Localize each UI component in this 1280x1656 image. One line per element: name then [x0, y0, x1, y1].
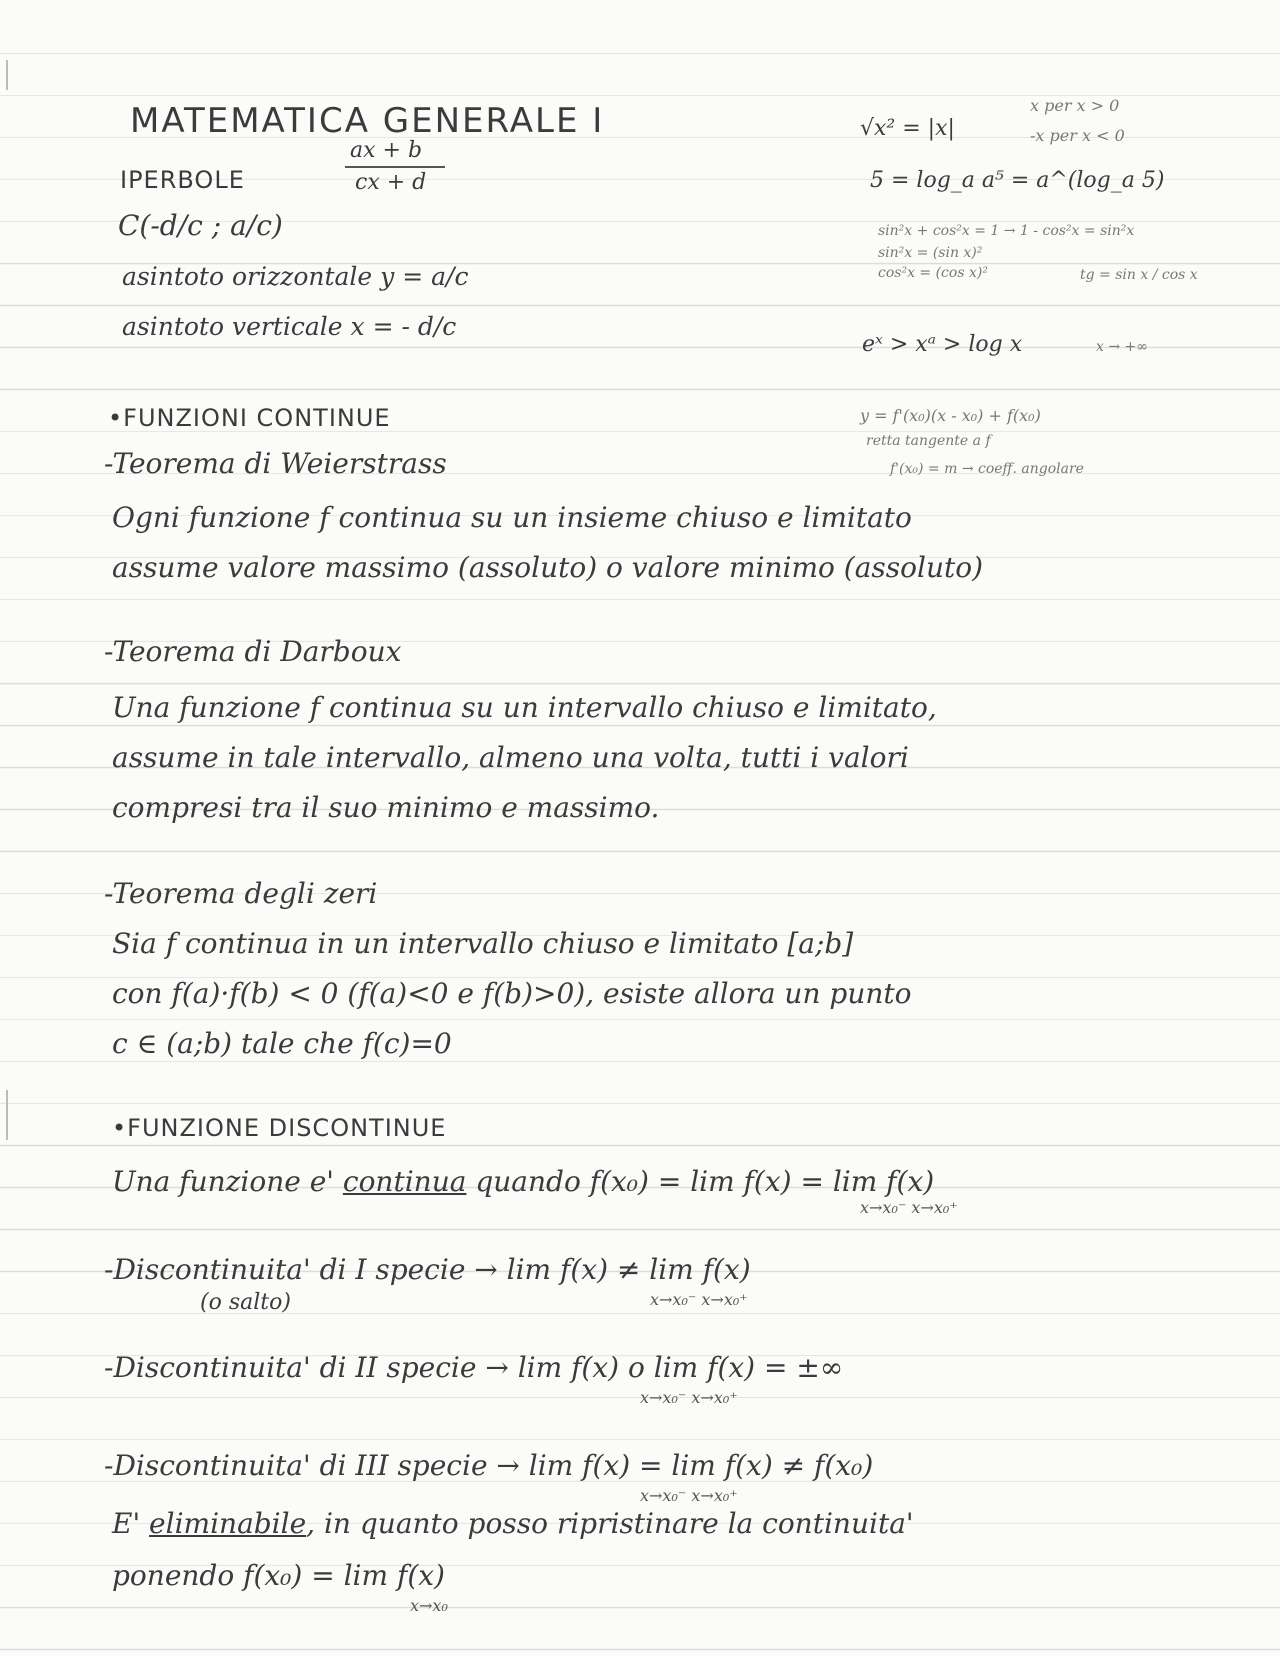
discontinuity-first-kind: -Discontinuita' di I specie → lim f(x) ≠ lim f(x) — [104, 1253, 751, 1286]
asintoto-verticale: asintoto verticale x = - d/c — [122, 312, 457, 341]
first-kind-note: (o salto) — [200, 1290, 291, 1315]
heading-funzioni-continue: •FUNZIONI CONTINUE — [108, 404, 391, 432]
sqrt-formula: √x² = |x| — [860, 116, 955, 141]
growth-limit: x → +∞ — [1096, 339, 1148, 355]
sqrt-case-negative: -x per x < 0 — [1030, 126, 1125, 145]
eliminabile-note — [112, 1507, 914, 1540]
page-title: MATEMATICA GENERALE I — [130, 101, 605, 141]
fraction-bar — [345, 166, 445, 168]
discontinuity-second-kind: -Discontinuita' di II specie → lim f(x) o lim f(x) = ±∞ — [104, 1351, 844, 1384]
tangent-coefficient: f'(x₀) = m → coeff. angolare — [890, 461, 1084, 477]
eliminabile-prefix: E' — [112, 1507, 150, 1540]
third-kind-subscripts: x→x₀⁻ x→x₀⁺ — [640, 1486, 738, 1505]
definition-keyword: continua — [342, 1165, 467, 1198]
tangent-line-equation: y = f'(x₀)(x - x₀) + f(x₀) — [860, 406, 1041, 425]
sin-squared: sin²x = (sin x)² — [878, 245, 983, 261]
definition-formula: quando f(x₀) = lim f(x) = lim f(x) — [466, 1165, 935, 1198]
ponendo-line: ponendo f(x₀) = lim f(x) — [112, 1559, 445, 1592]
darboux-title: -Teorema di Darboux — [104, 635, 402, 668]
cos-squared: cos²x = (cos x)² — [878, 265, 988, 281]
heading-funzioni-discontinue: •FUNZIONE DISCONTINUE — [112, 1114, 447, 1142]
tangent-line-label: retta tangente a f — [866, 433, 991, 449]
iperbole-denominator: cx + d — [355, 170, 427, 195]
page-edge-mark — [6, 1090, 8, 1140]
weierstrass-line-1: Ogni funzione f continua su un insieme chiuso e limitato — [112, 501, 912, 534]
darboux-line-3: compresi tra il suo minimo e massimo. — [112, 791, 660, 824]
continuity-definition — [112, 1165, 935, 1198]
zeri-line-2: con f(a)·f(b) < 0 (f(a)<0 e f(b)>0), esiste allora un punto — [112, 977, 912, 1010]
growth-order: eˣ > xᵃ > log x — [862, 332, 1023, 357]
iperbole-center: C(-d/c ; a/c) — [118, 209, 283, 242]
darboux-line-1: Una funzione f continua su un intervallo chiuso e limitato, — [112, 691, 937, 724]
tangent-formula: tg = sin x / cos x — [1080, 267, 1198, 283]
zeri-title: -Teorema degli zeri — [104, 877, 378, 910]
trig-identity: sin²x + cos²x = 1 → 1 - cos²x = sin²x — [878, 223, 1135, 239]
discontinuity-third-kind: -Discontinuita' di III specie → lim f(x) = lim f(x) ≠ f(x₀) — [104, 1449, 874, 1482]
definition-limit-subscripts: x→x₀⁻ x→x₀⁺ — [860, 1198, 958, 1217]
first-kind-subscripts: x→x₀⁻ x→x₀⁺ — [650, 1290, 748, 1309]
sqrt-case-positive: x per x > 0 — [1030, 96, 1120, 115]
weierstrass-line-2: assume valore massimo (assoluto) o valore minimo (assoluto) — [112, 551, 984, 584]
eliminabile-keyword: eliminabile — [149, 1507, 307, 1540]
zeri-line-3: c ∈ (a;b) tale che f(c)=0 — [112, 1027, 452, 1060]
asintoto-orizzontale: asintoto orizzontale y = a/c — [122, 262, 469, 291]
iperbole-label: IPERBOLE — [120, 166, 245, 194]
definition-prefix: Una funzione e' — [112, 1165, 343, 1198]
iperbole-numerator: ax + b — [350, 138, 423, 163]
log-formula: 5 = log_a a⁵ = a^(log_a 5) — [870, 168, 1165, 193]
zeri-line-1: Sia f continua in un intervallo chiuso e limitato [a;b] — [112, 927, 854, 960]
eliminabile-rest: , in quanto posso ripristinare la continuita' — [306, 1507, 914, 1540]
ponendo-subscript: x→x₀ — [410, 1596, 448, 1615]
darboux-line-2: assume in tale intervallo, almeno una volta, tutti i valori — [112, 741, 909, 774]
weierstrass-title: -Teorema di Weierstrass — [104, 447, 447, 480]
second-kind-subscripts: x→x₀⁻ x→x₀⁺ — [640, 1388, 738, 1407]
page-edge-mark — [6, 60, 8, 90]
